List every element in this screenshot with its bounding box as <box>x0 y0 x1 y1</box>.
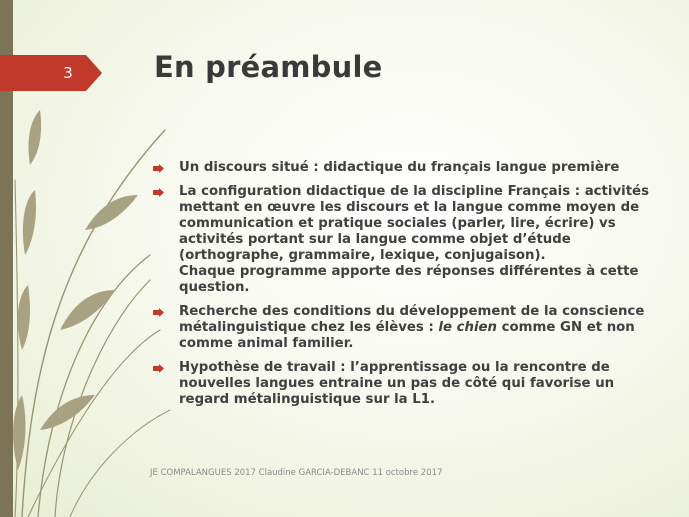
slide-title: En préambule <box>154 50 383 84</box>
bullet-text-end: comme GN et non comme animal familier. <box>179 320 635 351</box>
bullet-text-continued: Chaque programme apporte des réponses différentes à cette question. <box>179 264 639 295</box>
bullet-item <box>153 184 663 296</box>
bullet-text: La configuration didactique de la discipline Français : activités mettant en œuvre les discours et la langue comme moyen de communication et pratique sociales (parler, lire, écrire) vs activités portant sur la langue comme objet d’étude (orthographe, grammaire, lexique, conjugaison). <box>179 184 649 263</box>
bullet-text: Recherche des conditions du développement de la conscience métalinguistique chez les élèves : <box>179 304 645 335</box>
arrow-right-icon <box>153 188 164 197</box>
bullet-item <box>153 360 663 408</box>
bullet-text: Un discours situé : didactique du français langue première <box>179 160 620 175</box>
bullet-item <box>153 160 663 176</box>
arrow-right-icon <box>153 364 164 373</box>
bullet-text-italic: le chien <box>438 320 498 335</box>
bullet-item <box>153 304 663 352</box>
arrow-right-icon <box>153 164 164 173</box>
arrow-right-icon <box>153 308 164 317</box>
bullet-text: Hypothèse de travail : l’apprentissage ou la rencontre de nouvelles langues entraine un pas de côté qui favorise un regard métalinguistique sur la L1. <box>179 360 615 407</box>
bullet-list <box>153 160 663 416</box>
slide-footer: JE COMPALANGUES 2017 Claudine GARCIA-DEBANC 11 octobre 2017 <box>150 468 443 478</box>
slide-number: 3 <box>63 64 73 82</box>
